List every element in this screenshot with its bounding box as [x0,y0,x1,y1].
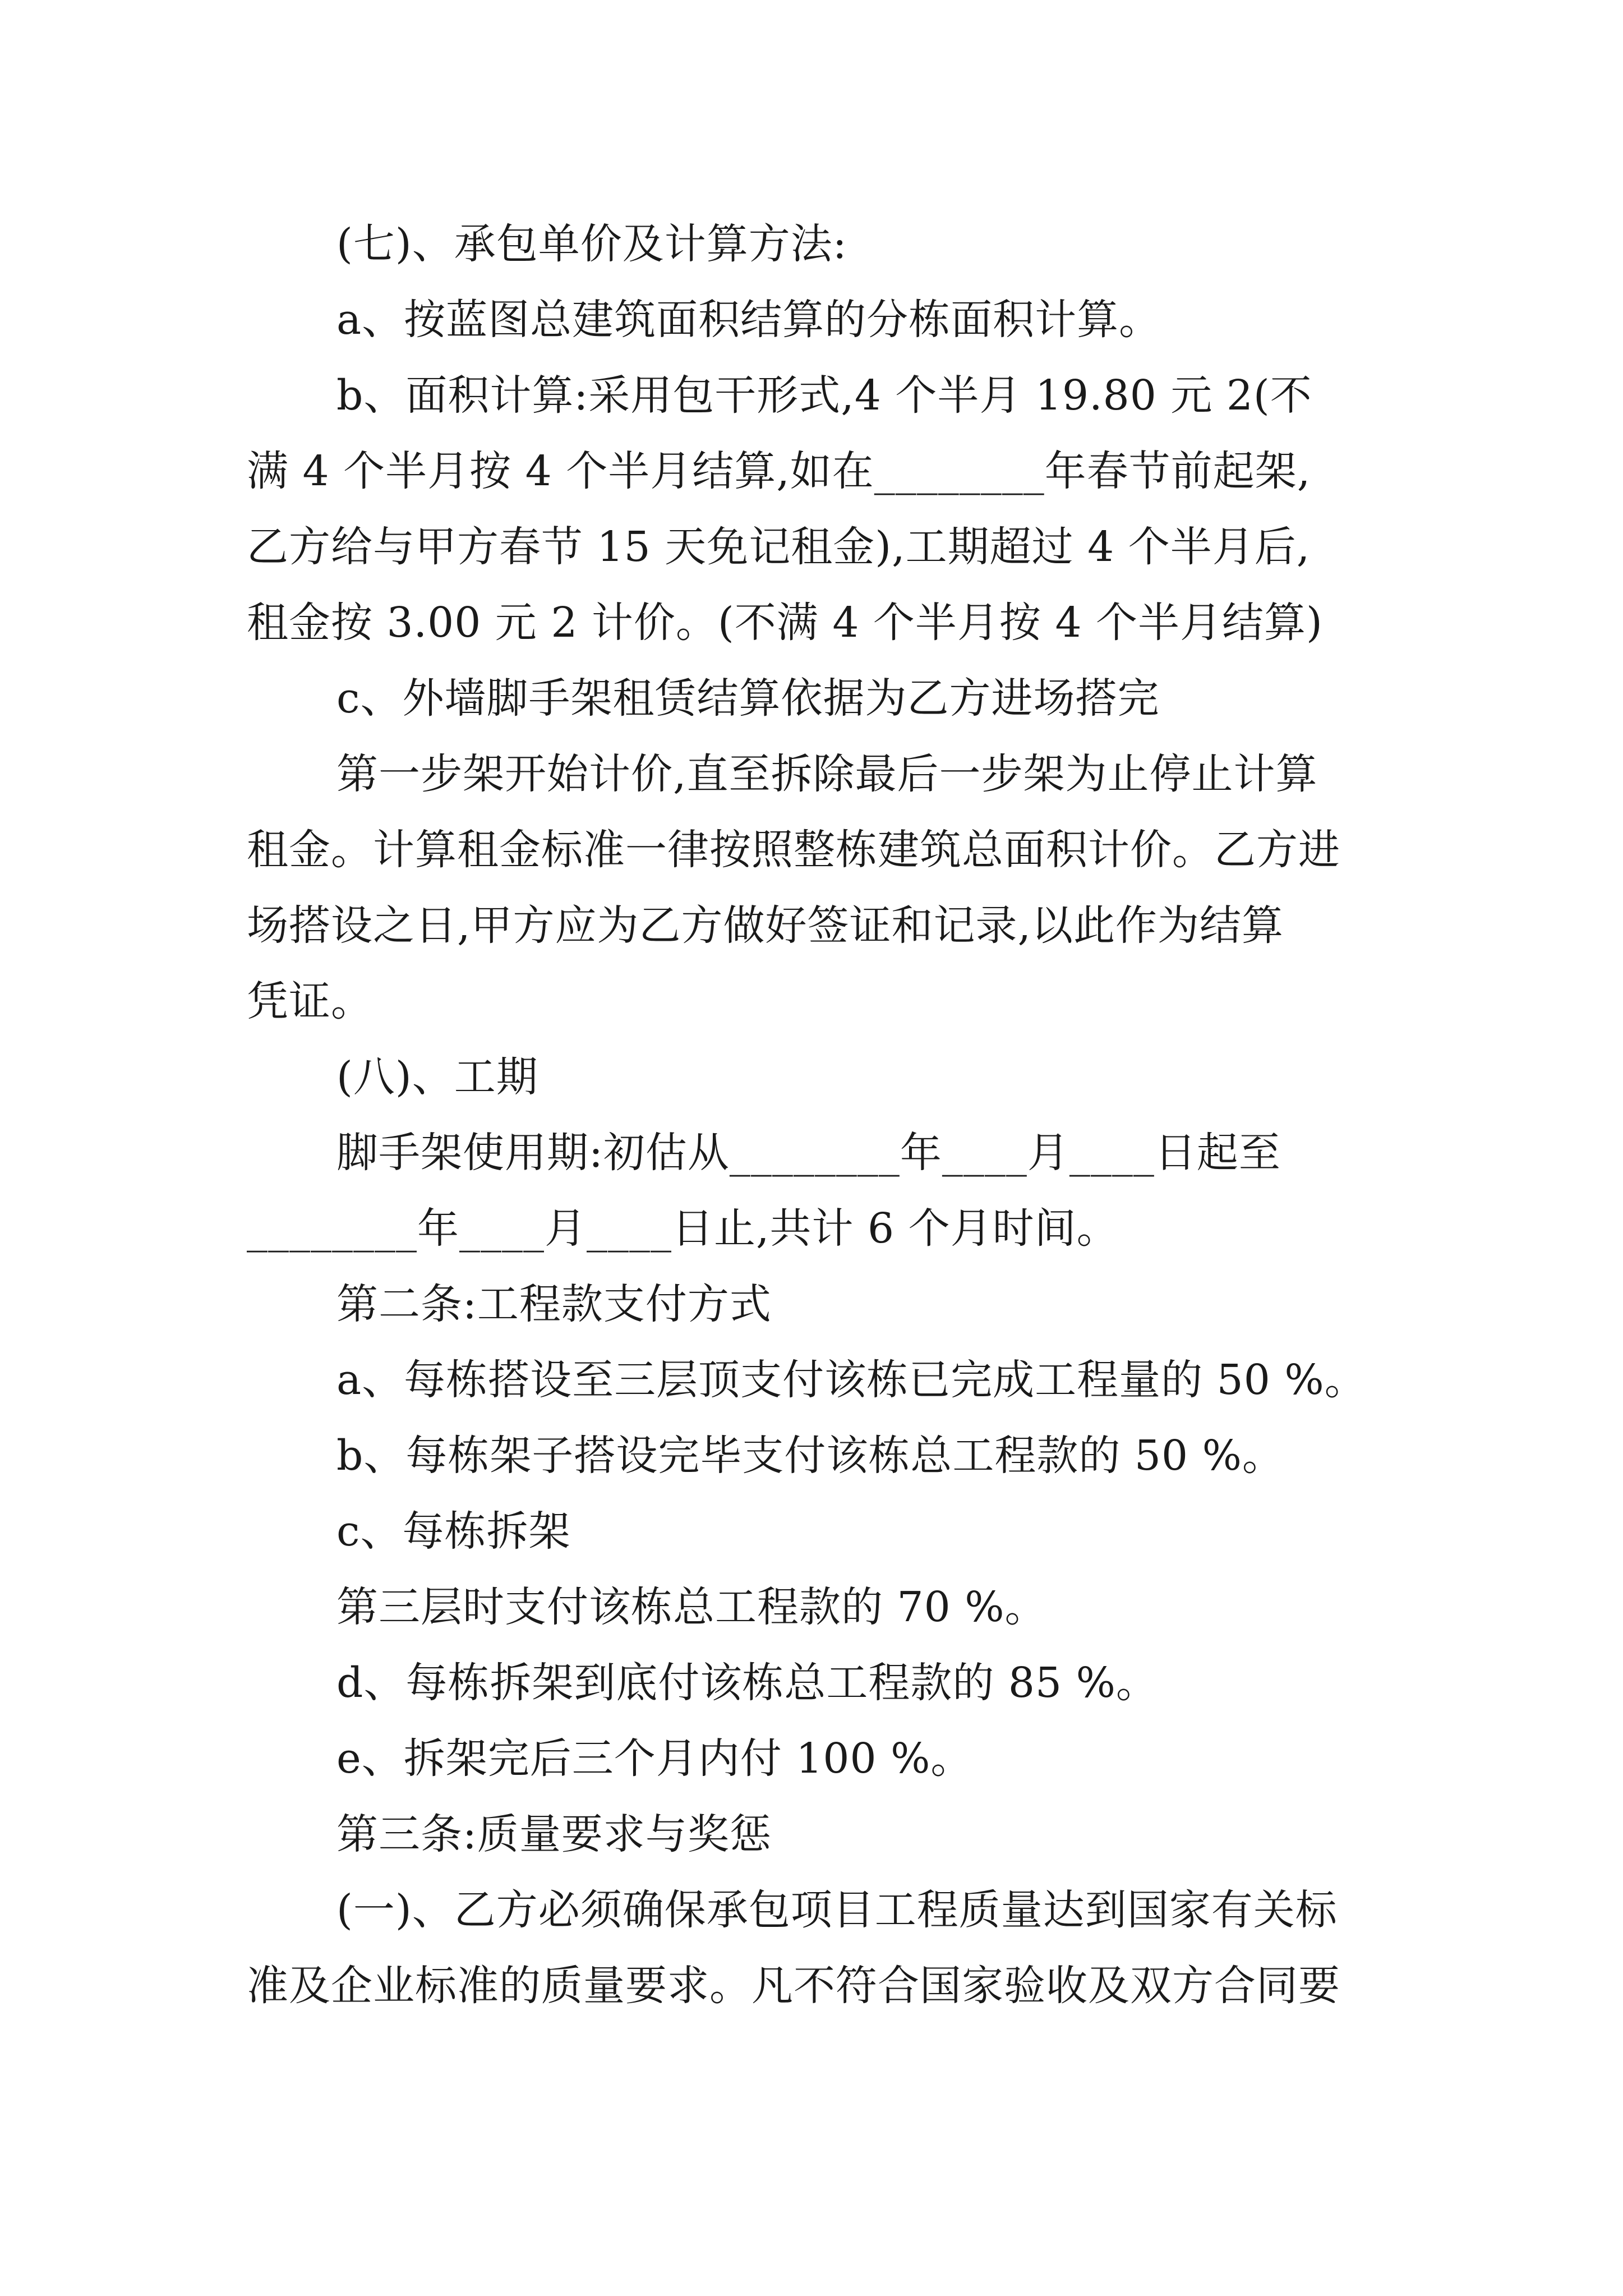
paragraph-line: 凭证。 [247,977,373,1025]
paragraph-line: ________年____月____日止,共计 6 个月时间。 [247,1204,1119,1253]
paragraph-line: 租金。计算租金标准一律按照整栋建筑总面积计价。乙方进 [247,826,1340,874]
paragraph-line: b、面积计算:采用包干形式,4 个半月 19.80 元 2(不 [336,371,1312,420]
paragraph-line: 租金按 3.00 元 2 计价。(不满 4 个半月按 4 个半月结算) [247,599,1323,647]
paragraph-line: c、每栋拆架 [336,1507,571,1556]
paragraph-line: c、外墙脚手架租赁结算依据为乙方进场搭完 [336,674,1160,723]
paragraph-line: 满 4 个半月按 4 个半月结算,如在________年春节前起架, [247,447,1311,495]
paragraph-line: a、按蓝图总建筑面积结算的分栋面积计算。 [336,296,1161,344]
paragraph-line: 准及企业标准的质量要求。凡不符合国家验收及双方合同要 [247,1962,1340,2010]
paragraph-line: b、每栋架子搭设完毕支付该栋总工程款的 50 %。 [336,1432,1284,1480]
article-2-heading: 第二条:工程款支付方式 [336,1280,772,1328]
paragraph-line: 场搭设之日,甲方应为乙方做好签证和记录,以此作为结算 [247,901,1284,950]
paragraph-line: 第三层时支付该栋总工程款的 70 %。 [336,1583,1047,1631]
paragraph-line: d、每栋拆架到底付该栋总工程款的 85 %。 [336,1659,1158,1707]
clause-7-heading: (七)、承包单价及计算方法: [336,220,847,268]
paragraph-line: a、每栋搭设至三层顶支付该栋已完成工程量的 50 %。 [336,1356,1367,1404]
paragraph-line: 乙方给与甲方春节 15 天免记租金),工期超过 4 个半月后, [247,523,1311,571]
paragraph-line: e、拆架完后三个月内付 100 %。 [336,1734,973,1783]
paragraph-line: (一)、乙方必须确保承包项目工程质量达到国家有关标 [336,1886,1338,1934]
paragraph-line: 第一步架开始计价,直至拆除最后一步架为止停止计算 [336,750,1318,798]
clause-8-heading: (八)、工期 [336,1053,538,1101]
paragraph-line: 脚手架使用期:初估从________年____月____日起至 [336,1129,1281,1177]
article-3-heading: 第三条:质量要求与奖惩 [336,1810,772,1858]
